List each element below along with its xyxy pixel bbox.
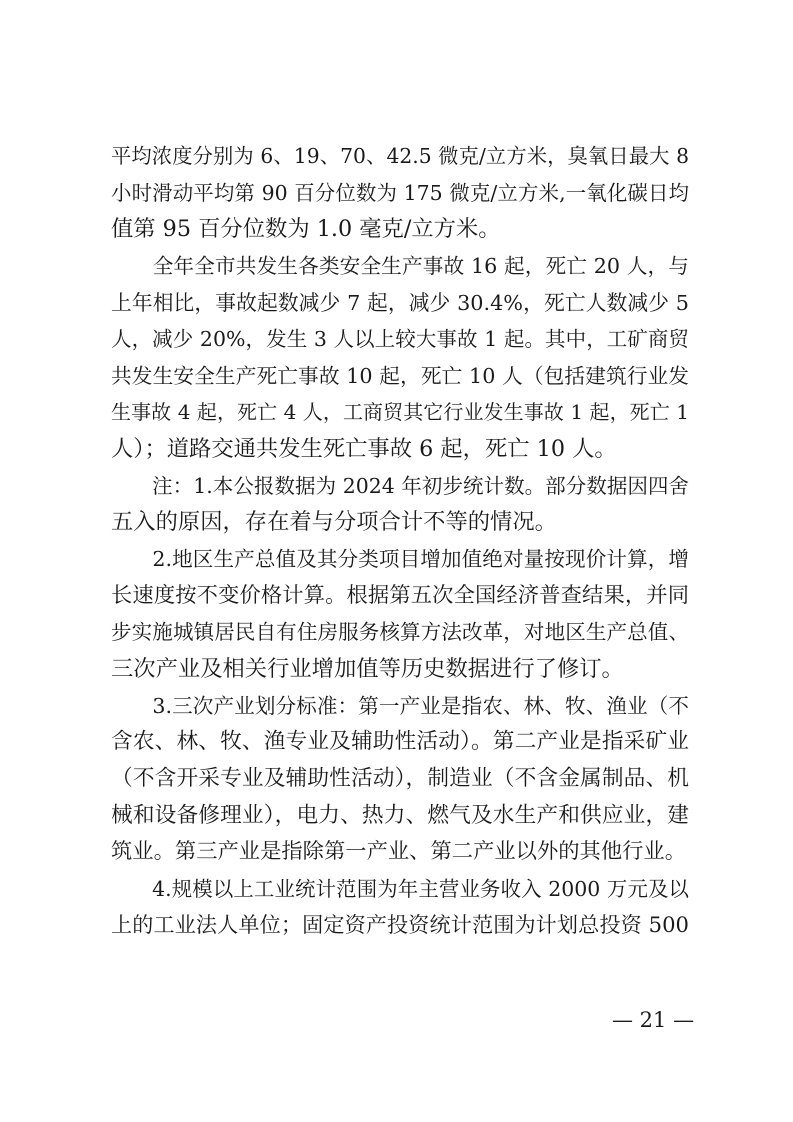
text-line: 小时滑动平均第 90 百分位数为 175 微克/立方米,一氧化碳日均 — [111, 180, 689, 205]
text-line: 人，减少 20%，发生 3 人以上较大事故 1 起。其中，工矿商贸 — [111, 327, 689, 352]
text-line: 全年全市共发生各类安全生产事故 16 起，死亡 20 人，与 — [111, 253, 689, 278]
text-line: 平均浓度分别为 6、19、70、42.5 微克/立方米，臭氧日最大 8 — [111, 144, 689, 168]
text-line: 人）；道路交通共发生死亡事故 6 起，死亡 10 人。 — [111, 436, 617, 463]
text-line: 共发生安全生产死亡事故 10 起，死亡 10 人（包括建筑行业发 — [111, 363, 689, 388]
page-number: — 21 — — [612, 1008, 695, 1032]
text-line: 值第 95 百分位数为 1.0 毫克/立方米。 — [111, 216, 501, 243]
note-line: 3.三次产业划分标准：第一产业是指农、林、牧、渔业（不 — [111, 693, 689, 718]
note-line: 含农、林、牧、渔专业及辅助性活动）。第二产业是指采矿业 — [111, 729, 689, 755]
note-line: 三次产业及相关行业增加值等历史数据进行了修订。 — [111, 655, 624, 682]
note-line: 五入的原因，存在着与分项合计不等的情况。 — [111, 509, 557, 536]
note-line: 械和设备修理业），电力、热力、燃气及水生产和供应业，建 — [111, 802, 689, 828]
note-line: 2.地区生产总值及其分类项目增加值绝对量按现价计算，增 — [111, 547, 689, 572]
note-line: 长速度按不变价格计算。根据第五次全国经济普查结果，并同 — [111, 582, 689, 608]
note-line: （不含开采专业及辅助性活动），制造业（不含金属制品、机 — [111, 765, 689, 791]
note-line: 步实施城镇居民自有住房服务核算方法改革，对地区生产总值、 — [111, 620, 689, 645]
note-line: 4.规模以上工业统计范围为年主营业务收入 2000 万元及以 — [111, 876, 689, 901]
body-text — [111, 138, 689, 944]
note-line: 注：1.本公报数据为 2024 年初步统计数。部分数据因四舍 — [111, 473, 689, 498]
text-line: 生事故 4 起，死亡 4 人，工商贸其它行业发生事故 1 起，死亡 1 — [111, 400, 689, 425]
note-line: 筑业。第三产业是指除第一产业、第二产业以外的其他行业。 — [111, 839, 687, 865]
text-line: 上年相比，事故起数减少 7 起，减少 30.4%，死亡人数减少 5 — [111, 290, 689, 315]
note-line: 上的工业法人单位；固定资产投资统计范围为计划总投资 500 — [111, 912, 689, 938]
